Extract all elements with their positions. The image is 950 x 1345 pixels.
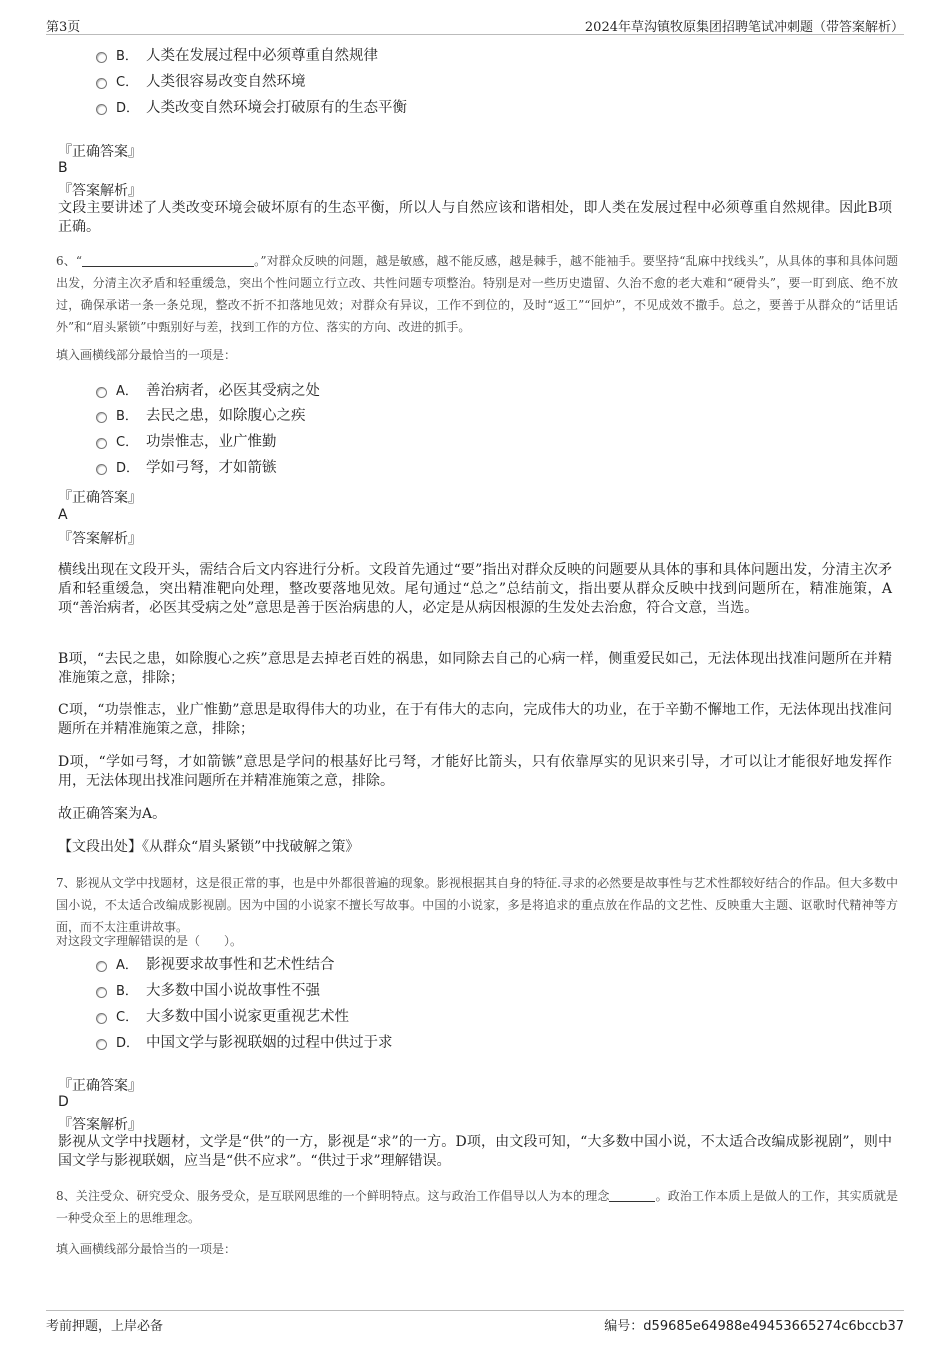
q6-conclusion: 故正确答案为A。	[58, 806, 167, 822]
radio-icon[interactable]	[96, 1013, 107, 1024]
q6-answer-label: 『正确答案』	[58, 490, 142, 506]
radio-icon[interactable]	[96, 52, 107, 63]
footer-motto: 考前押题，上岸必备	[46, 1319, 164, 1334]
q7-analysis: 影视从文学中找题材，文学是“供”的一方，影视是“求”的一方。D项，由文段可知，“大多数中国小说，不太适合改编成影视剧”，则中国文学与影视联姻，应当是“供不应求”。“供过于求”理解错误。	[58, 1134, 892, 1169]
q7-answer: D	[58, 1094, 69, 1110]
q7-prompt: 对这段文字理解错误的是（ ）。	[56, 934, 243, 948]
q8-prompt: 填入画横线部分最恰当的一项是：	[56, 1242, 237, 1256]
q6-answer: A	[58, 507, 68, 523]
q6-option-a[interactable]: A． 善治病者，必医其受病之处	[96, 381, 320, 401]
q7-option-c[interactable]: C． 大多数中国小说家更重视艺术性	[96, 1007, 349, 1027]
radio-icon[interactable]	[96, 387, 107, 398]
q7-answer-label: 『正确答案』	[58, 1078, 142, 1094]
q6-option-c[interactable]: C． 功崇惟志，业广惟勤	[96, 432, 277, 452]
q5-option-d[interactable]: D． 人类改变自然环境会打破原有的生态平衡	[96, 98, 407, 118]
q6-prompt: 填入画横线部分最恰当的一项是：	[56, 348, 237, 362]
q6-analysis-a: 横线出现在文段开头，需结合后文内容进行分析。文段首先通过“要”指出对群众反映的问题要从具体的事和具体问题出发，分清主次矛盾和轻重缓急，突出精准靶向处理，整改要落地见效。尾句通过“总之”总结前文，指出要从群众反映中找到问题所在，精准施策，A项“善治病者，必医其受病之处”意思是善于医治病患的人，必定是从病因根源的生发处去治愈，符合文意，当选。	[58, 562, 892, 616]
q6-analysis-label: 『答案解析』	[58, 531, 142, 547]
q6-question: 6、“ 。”对群众反映的问题，越是敏感，越不能反感，越是棘手，越不能袖手。要坚持“乱麻中找线头”，从具体的事和具体问题出发，分清主次矛盾和轻重缓急，突出个性问题立行立改、共性问题专项整治。特别是对一些历史遗留、久治不愈的老大难和“硬骨头”，要一盯到底、绝不放过，确保承诺一条一条兑现，整改不折不扣落地见效；对群众有异议，工作不到位的，及时“返工”“回炉”，不见成效不撒手。总之，要善于从群众的“话里话外”和“眉头紧锁”中甄别好与差，找到工作的方位、落实的方向、改进的抓手。	[56, 254, 898, 334]
q7-question: 7、影视从文学中找题材，这是很正常的事，也是中外都很普遍的现象。影视根据其自身的特征.寻求的必然要是故事性与艺术性都较好结合的作品。但大多数中国小说，不太适合改编成影视剧。因为中国的小说家不擅长写故事。中国的小说家，多是将追求的重点放在作品的文艺性、反映重大主题、讴歌时代精神等方面，而不太注重讲故事。	[56, 876, 898, 934]
q7-option-d[interactable]: D． 中国文学与影视联姻的过程中供过于求	[96, 1033, 393, 1053]
radio-icon[interactable]	[96, 464, 107, 475]
q6-analysis-b: B项，“去民之患，如除腹心之疾”意思是去掉老百姓的祸患，如同除去自己的心病一样，侧重爱民如己，无法体现出找准问题所在并精准施策之意，排除；	[58, 651, 892, 686]
q6-source: 【文段出处】《从群众“眉头紧锁”中找破解之策》	[58, 839, 360, 855]
radio-icon[interactable]	[96, 104, 107, 115]
q8-question: 8、关注受众、研究受众、服务受众，是互联网思维的一个鲜明特点。这与政治工作倡导以人为本的理念 。政治工作本质上是做人的工作，其实质就是一种受众至上的思维理念。	[56, 1189, 898, 1225]
q6-blank	[82, 254, 254, 267]
q5-analysis: 文段主要讲述了人类改变环境会破坏原有的生态平衡，所以人与自然应该和谐相处，即人类在发展过程中必须尊重自然规律。因此B项正确。	[58, 200, 892, 235]
radio-icon[interactable]	[96, 438, 107, 449]
radio-icon[interactable]	[96, 1039, 107, 1050]
q6-option-d[interactable]: D． 学如弓弩，才如箭镞	[96, 458, 277, 478]
q5-answer: B	[58, 160, 68, 176]
q6-analysis-d: D项，“学如弓弩，才如箭镞”意思是学问的根基好比弓弩，才能好比箭头，只有依靠厚实的见识来引导，才可以让才能很好地发挥作用，无法体现出找准问题所在并精准施策之意，排除。	[58, 754, 892, 789]
q7-option-a[interactable]: A． 影视要求故事性和艺术性结合	[96, 955, 335, 975]
q6-option-b[interactable]: B． 去民之患，如除腹心之疾	[96, 406, 306, 426]
q6-analysis-c: C项，“功崇惟志，业广惟勤”意思是取得伟大的功业，在于有伟大的志向，完成伟大的功业，在于辛勤不懈地工作，无法体现出找准问题所在并精准施策之意，排除；	[58, 702, 892, 737]
page-header	[46, 14, 904, 35]
q5-analysis-label: 『答案解析』	[58, 183, 142, 199]
q5-option-c[interactable]: C． 人类很容易改变自然环境	[96, 72, 306, 92]
radio-icon[interactable]	[96, 78, 107, 89]
page-footer	[46, 1310, 904, 1336]
footer-code: 编号：d59685e64988e49453665274c6bccb37	[604, 1319, 904, 1334]
q5-answer-label: 『正确答案』	[58, 144, 142, 160]
page-number: 第3页	[46, 20, 81, 35]
radio-icon[interactable]	[96, 961, 107, 972]
q8-blank	[609, 1189, 655, 1202]
q7-option-b[interactable]: B． 大多数中国小说故事性不强	[96, 981, 320, 1001]
document-title: 2024年草沟镇牧原集团招聘笔试冲刺题（带答案解析）	[584, 20, 904, 35]
radio-icon[interactable]	[96, 412, 107, 423]
radio-icon[interactable]	[96, 987, 107, 998]
q5-option-b[interactable]: B． 人类在发展过程中必须尊重自然规律	[96, 46, 378, 66]
q7-analysis-label: 『答案解析』	[58, 1117, 142, 1133]
